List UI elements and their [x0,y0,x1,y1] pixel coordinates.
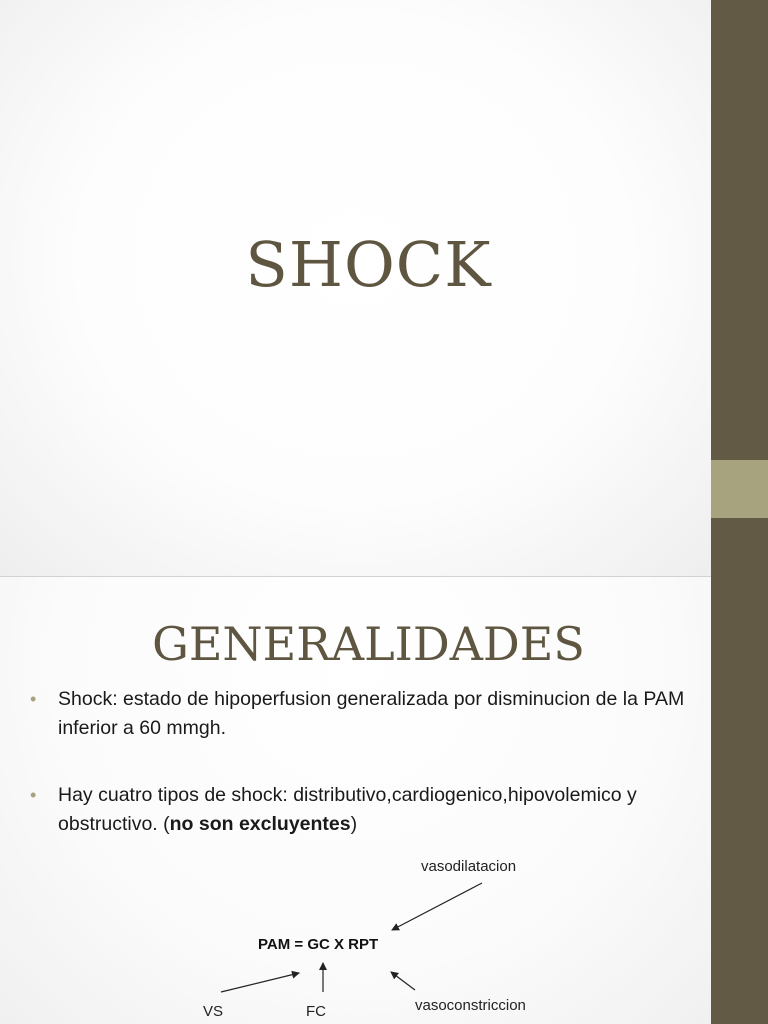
side-bar-accent [711,460,768,518]
label-vasodilatacion: vasodilatacion [421,858,517,875]
formula-pam: PAM = GC X RPT [258,936,379,953]
bullet-text: ) [350,813,358,835]
arrow-vasodilatacion [392,883,482,930]
bullet-text: Shock: estado de hipoperfusion generalizada por disminucion de la PAM inferior a 60 mmgh. [58,688,685,739]
slide-title: GENERALIDADES [152,617,585,671]
bullet-bold-text: no son excluyentes [169,813,351,835]
label-fc: FC [306,1003,326,1020]
formula-diagram [0,577,711,1024]
arrow-vasoconstriccion [391,972,415,990]
label-vasoconstriccion: vasoconstriccion [415,997,526,1014]
label-vs: VS [203,1003,224,1020]
bullet-text: Hay cuatro tipos de shock: distributivo,cardiogenico,hipovolemico y obstructivo. ( [58,784,637,835]
slide-title: SHOCK [245,228,492,301]
arrow-vs [221,973,299,992]
slide-2 [0,577,711,1024]
